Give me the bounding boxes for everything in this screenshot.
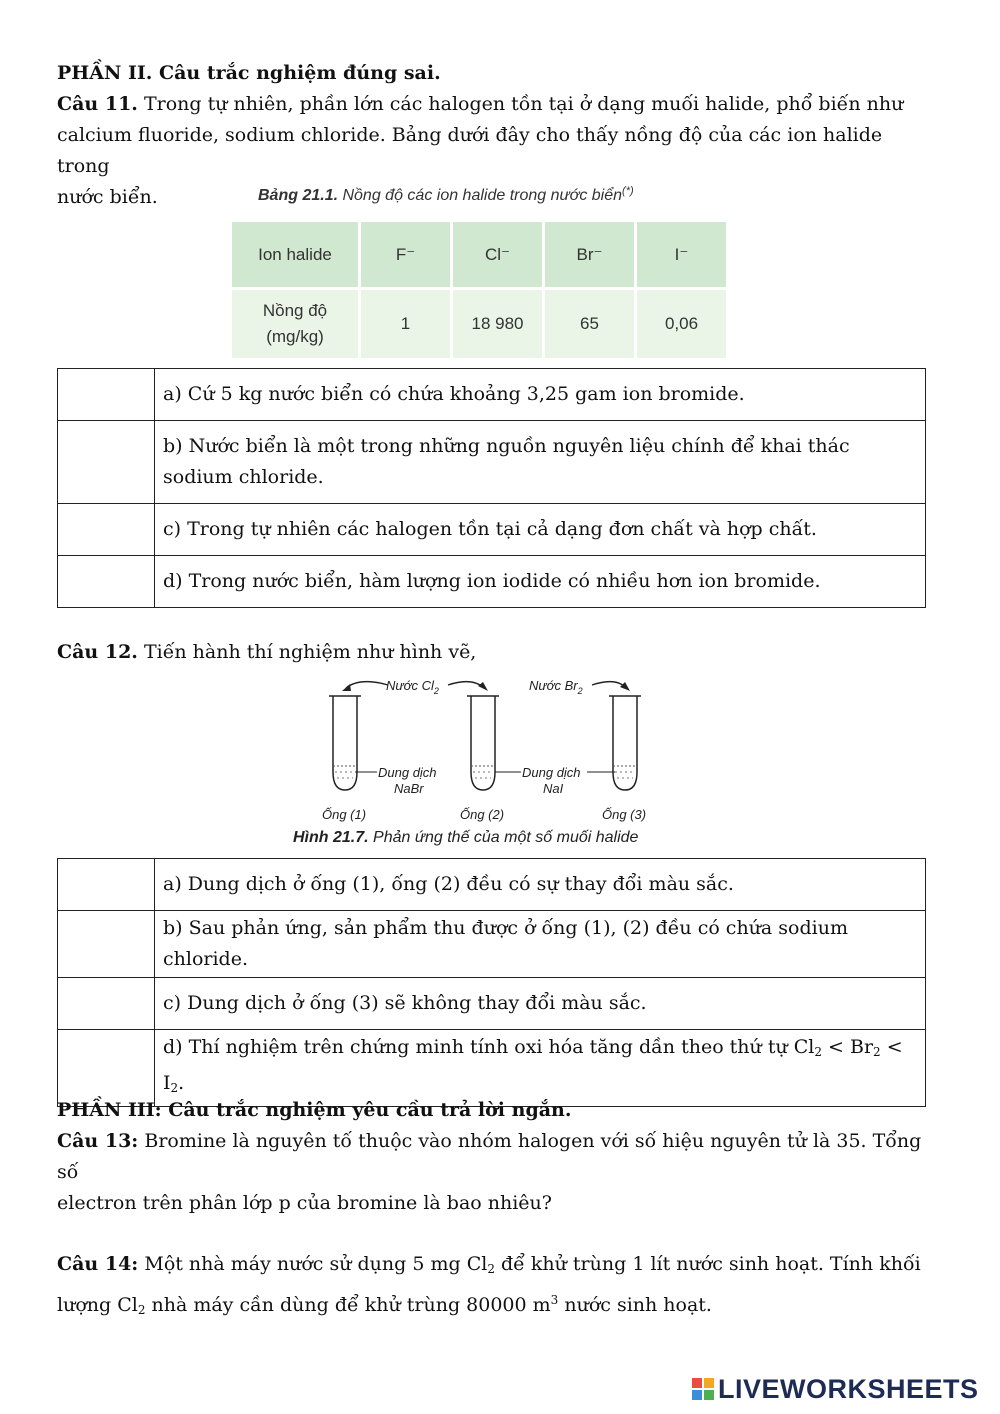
q12-block: [57, 637, 927, 668]
q13-text-2: electron trên phân lớp p của bromine là bao nhiêu?: [57, 1192, 552, 1214]
statement: a) Dung dịch ở ống (1), ống (2) đều có sự thay đổi màu sắc.: [155, 859, 926, 911]
test-tube-3: [609, 696, 641, 790]
answer-box[interactable]: [58, 911, 155, 978]
label-salt-nai: NaI: [543, 781, 564, 796]
q13-label: Câu 13:: [57, 1130, 139, 1152]
test-tube-1: [329, 696, 361, 790]
q14-label: Câu 14:: [57, 1253, 139, 1275]
figure-caption: Hình 21.7. Phản ứng thế của một số muối halide: [293, 829, 639, 846]
liveworksheets-icon: [692, 1378, 714, 1400]
label-tube-2: Ống (2): [460, 807, 505, 822]
table-header-cell: F⁻: [361, 222, 450, 287]
liveworksheets-logo: [692, 1374, 979, 1404]
label-salt-nabr: NaBr: [394, 781, 424, 796]
liveworksheets-brand: LIVEWORKSHEETS: [718, 1373, 979, 1404]
table-cell: 65: [545, 290, 634, 358]
table-cell: 18 980: [453, 290, 542, 358]
answer-box[interactable]: [58, 556, 155, 608]
statement: a) Cứ 5 kg nước biển có chứa khoảng 3,25 gam ion bromide.: [155, 369, 926, 421]
test-tube-2: [467, 696, 499, 790]
part3-block: [57, 1095, 927, 1326]
statement: c) Trong tự nhiên các halogen tồn tại cả dạng đơn chất và hợp chất.: [155, 504, 926, 556]
label-water-br2: Nước $Br_2$: [529, 678, 583, 696]
statement: d) Trong nước biển, hàm lượng ion iodide có nhiều hơn ion bromide.: [155, 556, 926, 608]
label-tube-1: Ống (1): [322, 807, 367, 822]
statement: b) Nước biển là một trong những nguồn nguyên liệu chính để khai thác sodium chloride.: [155, 421, 926, 504]
arrow-to-tube-2: [448, 682, 484, 688]
statement: c) Dung dịch ở ống (3) sẽ không thay đổi màu sắc.: [155, 978, 926, 1030]
part2-heading: PHẦN II. Câu trắc nghiệm đúng sai.: [57, 62, 441, 84]
q11-text-3: nước biển.: [57, 186, 158, 208]
answer-box[interactable]: [58, 978, 155, 1030]
table-header-cell: Br⁻: [545, 222, 634, 287]
arrow-to-tube-1: [346, 682, 388, 688]
statement: d) Thí nghiệm trên chứng minh tính oxi hóa tăng dần theo thứ tự $Cl_2 < Br_2 < I_2$.: [155, 1030, 926, 1107]
q12-answer-table: [57, 858, 926, 1107]
q11-text: Câu 11. Trong tự nhiên, phần lớn các halogen tồn tại ở dạng muối halide, phổ biến như: [57, 93, 904, 115]
answer-box[interactable]: [58, 504, 155, 556]
table-cell: 0,06: [637, 290, 726, 358]
table-header-cell: I⁻: [637, 222, 726, 287]
statement: b) Sau phản ứng, sản phẩm thu được ở ống (1), (2) đều có chứa sodium chloride.: [155, 911, 926, 978]
q11-answer-table: [57, 368, 926, 608]
q11-text-2: calcium fluoride, sodium chloride. Bảng dưới đây cho thấy nồng độ của các ion halide trong: [57, 124, 883, 177]
q12-label: Câu 12.: [57, 641, 138, 663]
answer-box[interactable]: [58, 859, 155, 911]
halide-concentration-table: [229, 219, 729, 361]
label-tube-3: Ống (3): [602, 807, 647, 822]
table-header-cell: Ion halide: [232, 222, 358, 287]
table-row-label: Nồng độ (mg/kg): [232, 290, 358, 358]
q12-text: Câu 12. Tiến hành thí nghiệm như hình vẽ,: [57, 641, 477, 663]
answer-box[interactable]: [58, 421, 155, 504]
label-water-cl2: Nước $Cl_2$: [386, 678, 439, 696]
q11-label: Câu 11.: [57, 93, 138, 115]
table-header-cell: Cl⁻: [453, 222, 542, 287]
label-solution-2: Dung dịch: [522, 765, 581, 780]
q13-text: Câu 13: Bromine là nguyên tố thuộc vào nhóm halogen với số hiệu nguyên tử là 35. Tổng số: [57, 1130, 922, 1183]
test-tube-figure: [300, 672, 700, 832]
q14-text: Câu 14: Một nhà máy nước sử dụng 5 mg $Cl_2$ để khử trùng 1 lít nước sinh hoạt. Tính khối: [57, 1253, 921, 1276]
table-caption: Bảng 21.1. Nồng độ các ion halide trong nước biển(*): [258, 185, 634, 204]
answer-box[interactable]: [58, 369, 155, 421]
label-solution-1: Dung dịch: [378, 765, 437, 780]
part3-heading: PHẦN III: Câu trắc nghiệm yêu cầu trả lời ngắn.: [57, 1099, 572, 1121]
q14-text-2: lượng $Cl_2$ nhà máy cần dùng để khử trùng 80000 $m^3$ nước sinh hoạt.: [57, 1293, 712, 1317]
table-cell: 1: [361, 290, 450, 358]
